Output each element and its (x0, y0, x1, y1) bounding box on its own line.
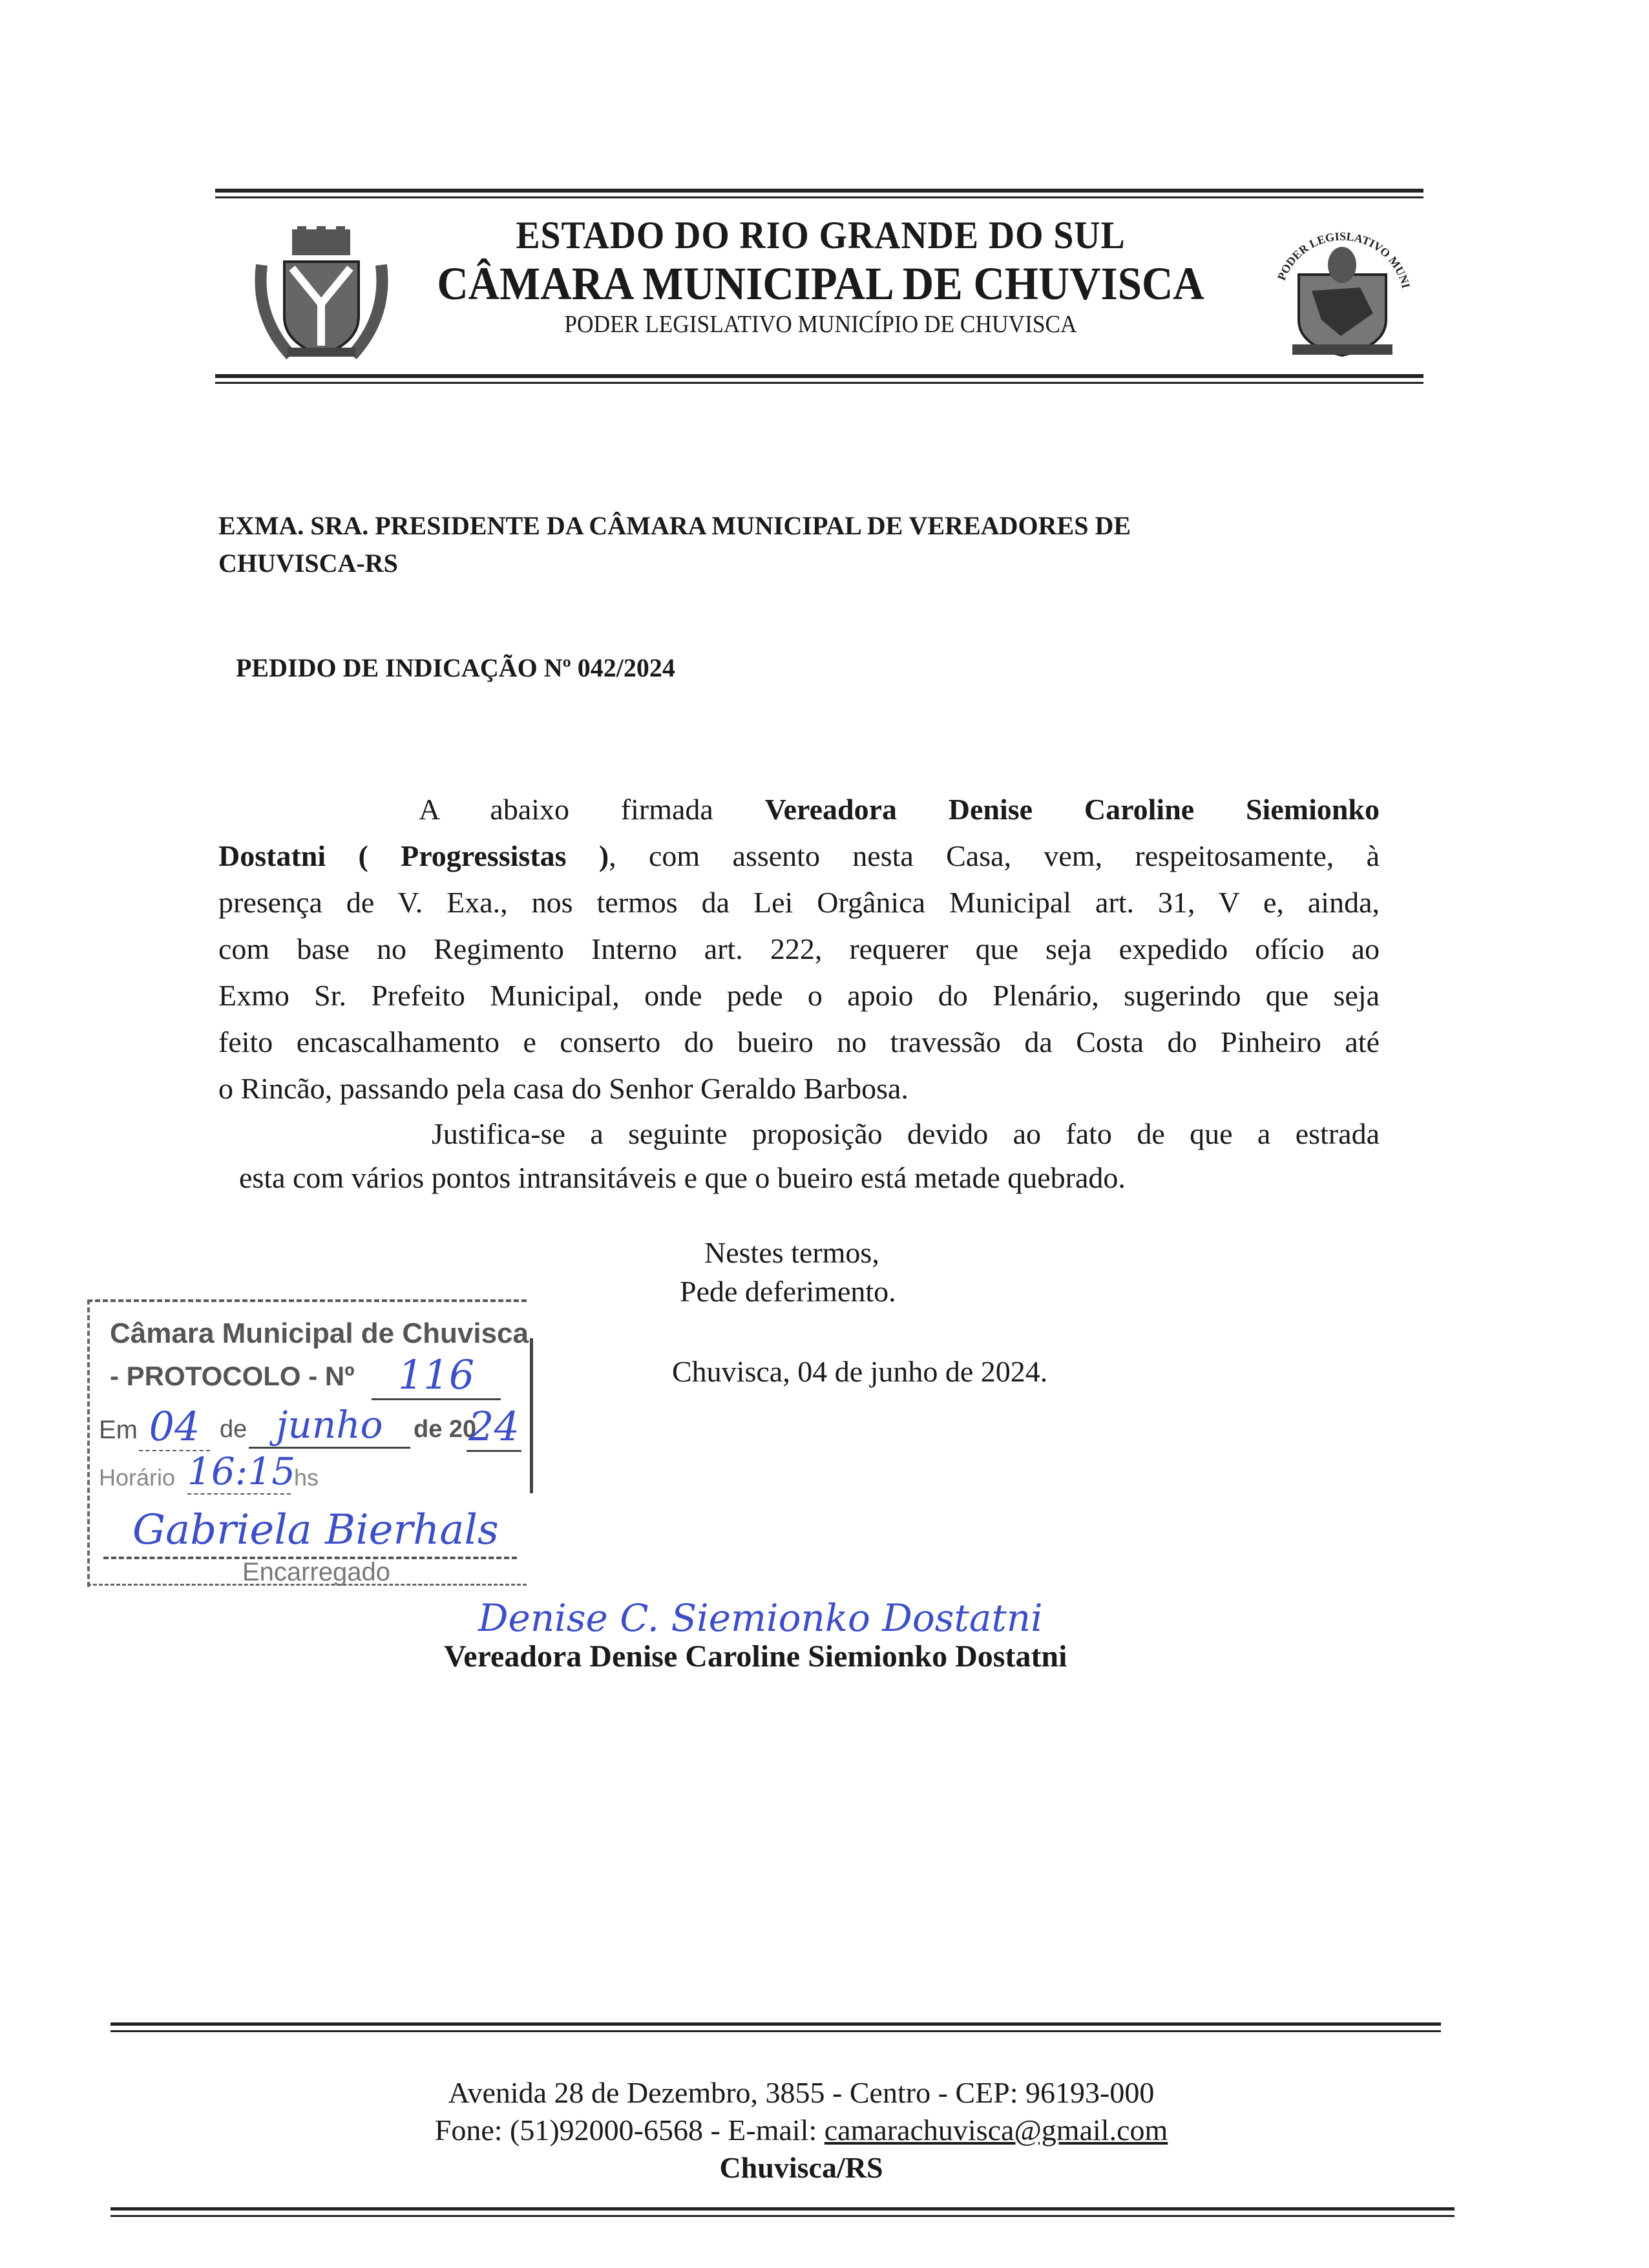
header-top-rule-thin (215, 196, 1423, 198)
chamber-subtitle: PODER LEGISLATIVO MUNICÍPIO DE CHUVISCA (564, 311, 1077, 338)
stamp-month: junho (249, 1403, 410, 1449)
body-line-4: com base no Regimento Interno art. 222, requerer que seja expedido ofício ao (218, 932, 1380, 965)
stamp-title: Câmara Municipal de Chuvisca (110, 1318, 529, 1349)
stamp-day: 04 (139, 1403, 210, 1451)
signatory-name: Vereadora Denise Caroline Siemionko Dostatni (444, 1639, 1067, 1674)
place-date: Chuvisca, 04 de junho de 2024. (672, 1355, 1048, 1388)
stamp-time-label: Horário (99, 1464, 176, 1491)
addressee-line-1: EXMA. SRA. PRESIDENTE DA CÂMARA MUNICIPAL DE VEREADORES DE (218, 511, 1131, 540)
closing-terms: Nestes termos, (704, 1236, 879, 1269)
footer-address: Avenida 28 de Dezembro, 3855 - Centro - CEP: 96193-000 (448, 2076, 1155, 2109)
body-line-1 (419, 792, 1380, 826)
state-name: ESTADO DO RIO GRANDE DO SUL (516, 214, 1126, 257)
footer-city: Chuvisca/RS (719, 2151, 883, 2184)
footer-email-link[interactable]: camarachuvisca@gmail.com (824, 2114, 1168, 2147)
stamp-signature: Gabriela Bierhals (132, 1506, 499, 1554)
stamp-time: 16:15 (187, 1449, 296, 1493)
header-bottom-rule-thin (215, 382, 1423, 384)
stamp-em-label: Em (99, 1416, 138, 1444)
handwritten-signature: Denise C. Siemionko Dostatni (478, 1596, 1043, 1640)
seal-text: PODER LEGISLATIVO MUNI (1274, 229, 1413, 290)
body-line-2 (218, 839, 1380, 873)
councilor-party: Dostatni ( Progressistas ) (218, 839, 609, 872)
body-line-7: o Rincão, passando pela casa do Senhor Geraldo Barbosa. (218, 1072, 909, 1105)
footer-bottom-rule-thick (110, 2207, 1455, 2210)
stamp-de-label: de (220, 1416, 247, 1443)
stamp-year-label: de 20 (414, 1416, 477, 1443)
footer-bottom-rule-thin (110, 2215, 1455, 2217)
body-line-8: Justifica-se a seguinte proposição devido ao fato de que a estrada (432, 1117, 1380, 1150)
stamp-time-suffix: hs (294, 1464, 319, 1491)
chamber-name: CÂMARA MUNICIPAL DE CHUVISCA (437, 258, 1204, 310)
body-text: , com assento nesta Casa, vem, respeitosamente, à (609, 839, 1380, 872)
municipal-coat-of-arms-icon (252, 226, 391, 362)
request-title: PEDIDO DE INDICAÇÃO Nº 042/2024 (236, 653, 675, 682)
stamp-protocol-label: - PROTOCOLO - Nº (110, 1361, 355, 1391)
councilor-name: Vereadora Denise Caroline Siemionko (764, 793, 1380, 826)
footer-phone: Fone: (51)92000-6568 - E-mail: (434, 2114, 824, 2147)
body-line-6: feito encascalhamento e conserto do bueiro no travessão da Costa do Pinheiro até (218, 1025, 1380, 1058)
stamp-year: 24 (467, 1403, 521, 1452)
footer-top-rule-thick (110, 2022, 1441, 2026)
body-line-5: Exmo Sr. Prefeito Municipal, onde pede o apoio do Plenário, sugerindo que seja (218, 979, 1380, 1012)
header-top-rule-thick (215, 189, 1423, 193)
legislative-seal-icon (1263, 216, 1422, 365)
footer-contact (220, 2113, 1383, 2147)
addressee-line-2: CHUVISCA-RS (218, 549, 398, 578)
body-line-9: esta com vários pontos intransitáveis e que o bueiro está metade quebrado. (239, 1161, 1126, 1194)
footer-top-rule-thin (110, 2030, 1441, 2032)
stamp-role: Encarregado (242, 1558, 391, 1586)
closing-request: Pede deferimento. (680, 1275, 896, 1308)
body-line-3: presença de V. Exa., nos termos da Lei Orgânica Municipal art. 31, V e, ainda, (218, 886, 1380, 919)
stamp-protocol-number: 116 (372, 1351, 501, 1400)
body-text: A abaixo firmada (419, 793, 713, 826)
header-bottom-rule-thick (215, 374, 1423, 378)
protocol-stamp (87, 1299, 533, 1587)
